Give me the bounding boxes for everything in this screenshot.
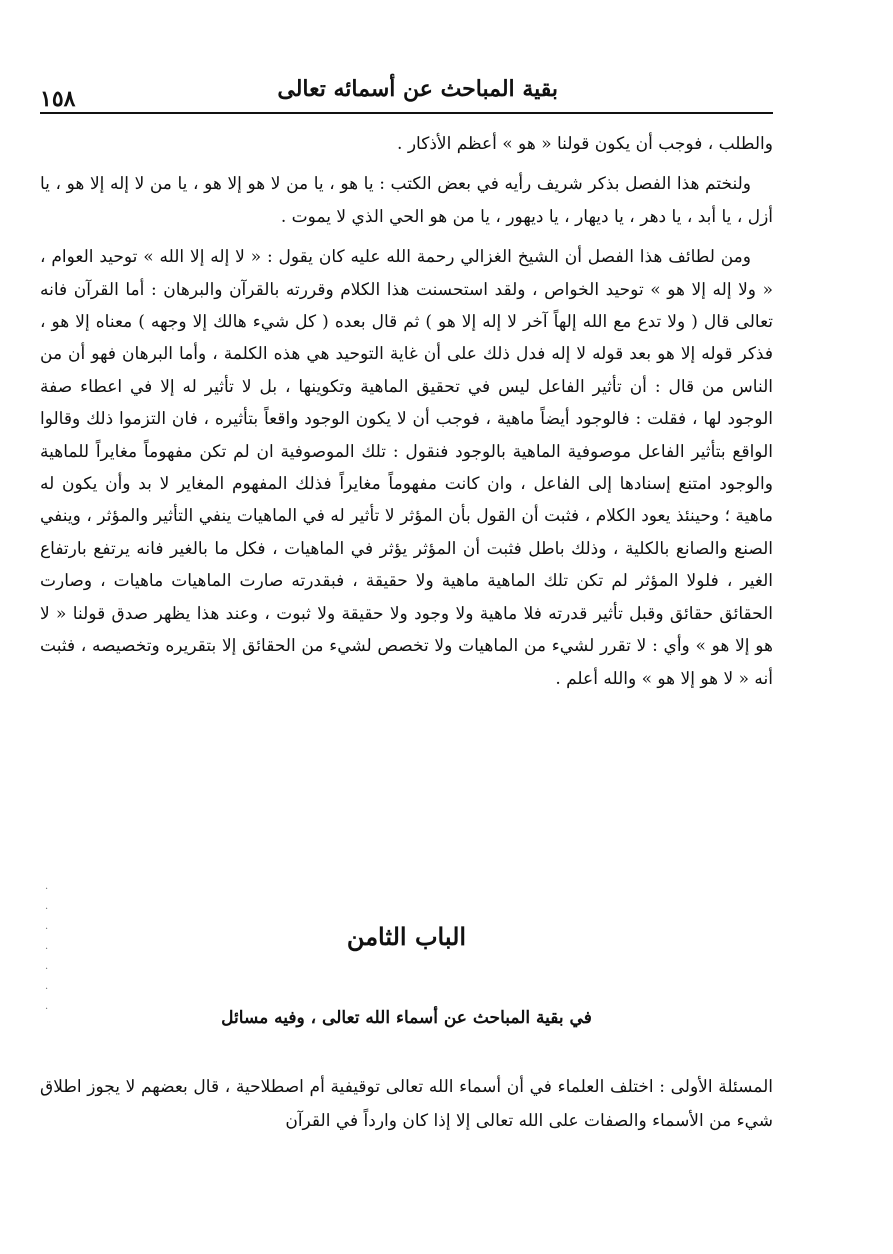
paragraph-3: ومن لطائف هذا الفصل أن الشيخ الغزالي رحمة الله عليه كان يقول : « لا إله إلا الله » توحيد العوام ، « ولا إله إلا هو » توحيد الخواص ، ولقد استحسنت هذا الكلام وقررته بالقرآن والبرهان : أما القرآن فانه تعالى قال ( ولا تدع مع الله إلهاً آخر لا إله إلا هو ) ثم قال بعده ( كل شيء هالك إلا وجهه ) معناه إلا هو ، فذكر قوله إلا هو بعد قوله لا إله فدل ذلك على أن غاية التوحيد هي هذه الكلمة ، وأما البرهان فهو أن من الناس من قال : أن تأثير الفاعل ليس في تحقيق الماهية وتكوينها ، بل لا تأثير له إلا في اعطاء صفة الوجود لها ، فقلت : فالوجود أيضاً ماهية ، فوجب أن لا يكون الوجود واقعاً بتأثيره ، فان التزموا ذلك وقالوا الواقع بتأثير الفاعل موصوفية الماهية بالوجود فنقول : تلك الموصوفية ان لم تكن مفهوماً مغايراً للماهية والوجود امتنع إسنادها إلى الفاعل ، وان كانت مفهوماً مغايراً فذلك المفهوم المغاير لا بد وأن يكون له ماهية ؛ وحينئذ يعود الكلام ، فثبت أن القول بأن المؤثر لا تأثير له في الماهيات ينفي التأثير والمؤثر ، وينفي الصنع والصانع بالكلية ، وذلك باطل فثبت أن المؤثر يؤثر في الماهيات ، فكل ما بالغير فانه يرتفع بارتفاع الغير ، فلولا المؤثر لم تكن تلك الماهية ماهية ولا حقيقة ، فبقدرته صارت الماهيات ماهيات ، وصارت الحقائق حقائق وقبل تأثير قدرته فلا ماهية ولا وجود ولا حقيقة ولا ثبوت ، وعند هذا يظهر صدق قولنا « لا هو إلا هو » وأي : لا تقرر لشيء من الماهيات ولا تخصص لشيء من الحقائق إلا بتقريره وتخصيصه ، فثبت أنه « لا هو إلا هو » والله أعلم . — [40, 247, 773, 689]
running-title: بقية المباحث عن أسمائه تعالى — [277, 76, 558, 102]
page-number: ١٥٨ — [40, 86, 76, 112]
paragraph-1: والطلب ، فوجب أن يكون قولنا « هو » أعظم الأذكار . — [397, 134, 773, 154]
section-first-issue: المسئلة الأولى : اختلف العلماء في أن أسماء الله تعالى توقيفية أم اصطلاحية ، قال بعضهم لا يجوز اطلاق شيء من الأسماء والصفات على الله تعالى إلا إذا كان وارداً في القرآن — [40, 1077, 773, 1131]
page-header — [40, 70, 773, 114]
header-rule — [40, 112, 773, 114]
main-text — [40, 128, 773, 695]
chapter-subtitle: في بقية المباحث عن أسماء الله تعالى ، وفيه مسائل — [221, 1008, 592, 1028]
paragraph-2: ولنختم هذا الفصل بذكر شريف رأيه في بعض الكتب : يا هو ، يا من لا هو إلا هو ، يا من لا إله إلا هو ، يا أزل ، يا أبد ، يا دهر ، يا ديهار ، يا ديهور ، يا من هو الحي الذي لا يموت . — [40, 174, 773, 227]
margin-specks: · · · · · · · — [45, 884, 49, 1015]
chapter-heading: الباب الثامن — [346, 922, 467, 951]
